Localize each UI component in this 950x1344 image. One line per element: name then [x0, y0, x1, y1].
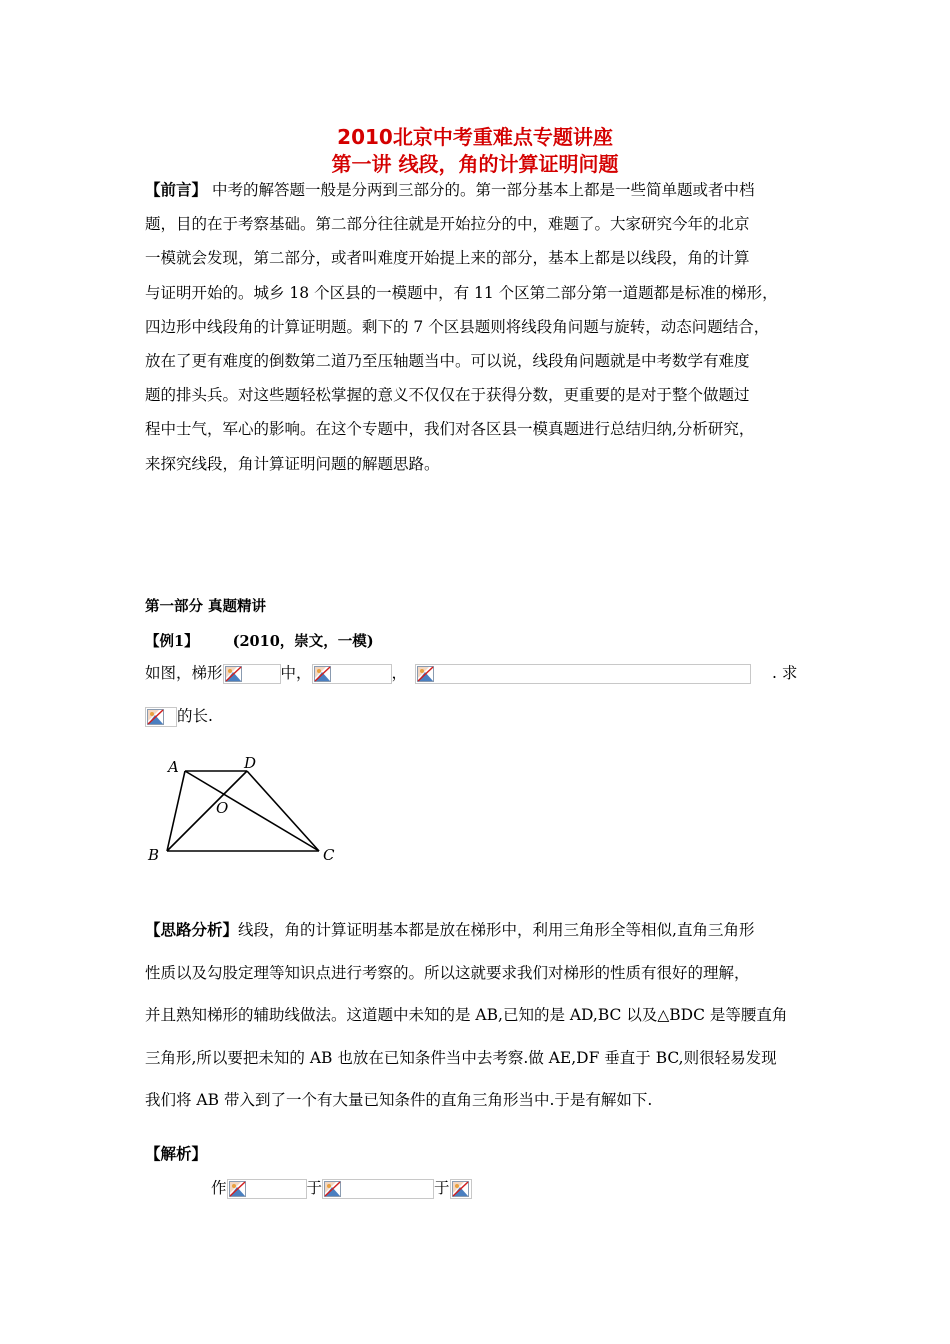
- label-a: A: [168, 758, 179, 776]
- label-o: O: [216, 799, 229, 817]
- broken-image-icon: [314, 666, 332, 683]
- analysis-label: 【思路分析】: [145, 920, 239, 939]
- edge-dc: [247, 771, 319, 851]
- question-line-1: 如图，梯形 中， ，: [145, 661, 751, 684]
- solution-label: 【解析】: [145, 1144, 208, 1163]
- label-b: B: [148, 846, 160, 864]
- page-subtitle: 第一讲 线段，角的计算证明问题: [331, 152, 619, 176]
- question-line-2: 的长.: [145, 704, 213, 727]
- preface-label: 【前言】: [145, 180, 208, 199]
- broken-image-icon: [147, 709, 165, 726]
- formula-image: [312, 664, 392, 684]
- preface-paragraph: 【前言】 中考的解答题一般是分两到三部分的。第一部分基本上都是一些简单题或者中档 题，目的在于考察基础。第二部分往往就是开始拉分的中，难题了。大家研究今年的北京 一模就会发现，第二部分，或者叫难度开始提上来的部分，基本上都是以线段，角的计算 与证明开始的。城乡 18 个区县的一模题中，有 11 个区第二部分第一道题都是标准的梯形， 四边形中线段角的计算证明题。剩下的 7 个区县题则将线段角问题与旋转，动态问题结合， 放在了更有难度的倒数第二道乃至压轴题当中。可以说，线段角问题就是中考数学有难度 题的排头兵。对这些题轻松掌握的意义不仅仅在于获得分数，更重要的是对于整个做题过 程中士气，军心的影响。在这个专题中，我们对各区县一模真题进行总结归纳,分析研究， 来探究线段，角计算证明问题的解题思路。: [145, 180, 778, 473]
- formula-image: [450, 1179, 472, 1199]
- label-c: C: [323, 846, 335, 864]
- label-d: D: [244, 754, 257, 772]
- broken-image-icon: [229, 1181, 247, 1198]
- formula-image: [322, 1179, 434, 1199]
- page-title: 2010北京中考重难点专题讲座: [337, 125, 613, 149]
- formula-image: [223, 664, 281, 684]
- formula-image: [145, 707, 177, 727]
- broken-image-icon: [225, 666, 243, 683]
- question-line-1-end: . 求: [772, 664, 798, 682]
- diagonal-ac: [185, 771, 319, 851]
- section-heading: 第一部分 真题精讲: [145, 598, 267, 615]
- broken-image-icon: [324, 1181, 342, 1198]
- example-heading: 【例1】 (2010，崇文，一模): [145, 633, 374, 650]
- trapezoid-figure: [140, 752, 350, 870]
- solution-line-1: 作 于 于: [211, 1176, 472, 1199]
- formula-image: [415, 664, 751, 684]
- edge-ab: [167, 771, 185, 851]
- broken-image-icon: [417, 666, 435, 683]
- diagonal-bd: [167, 771, 247, 851]
- formula-image: [227, 1179, 307, 1199]
- broken-image-icon: [452, 1181, 470, 1198]
- analysis-paragraph: 【思路分析】线段，角的计算证明基本都是放在梯形中，利用三角形全等相似,直角三角形 性质以及勾股定理等知识点进行考察的。所以这就要求我们对梯形的性质有很好的理解， 并且熟知梯形的辅助线做法。这道题中未知的是 AB,已知的是 AD,BC 以及△BDC 是等腰直角 三角形,所以要把未知的 AB 也放在已知条件当中去考察.做 AE,DF 垂直于 BC,则很轻易发现 我们将 AB 带入到了一个有大量已知条件的直角三角形当中.于是有解如下.: [145, 920, 788, 1109]
